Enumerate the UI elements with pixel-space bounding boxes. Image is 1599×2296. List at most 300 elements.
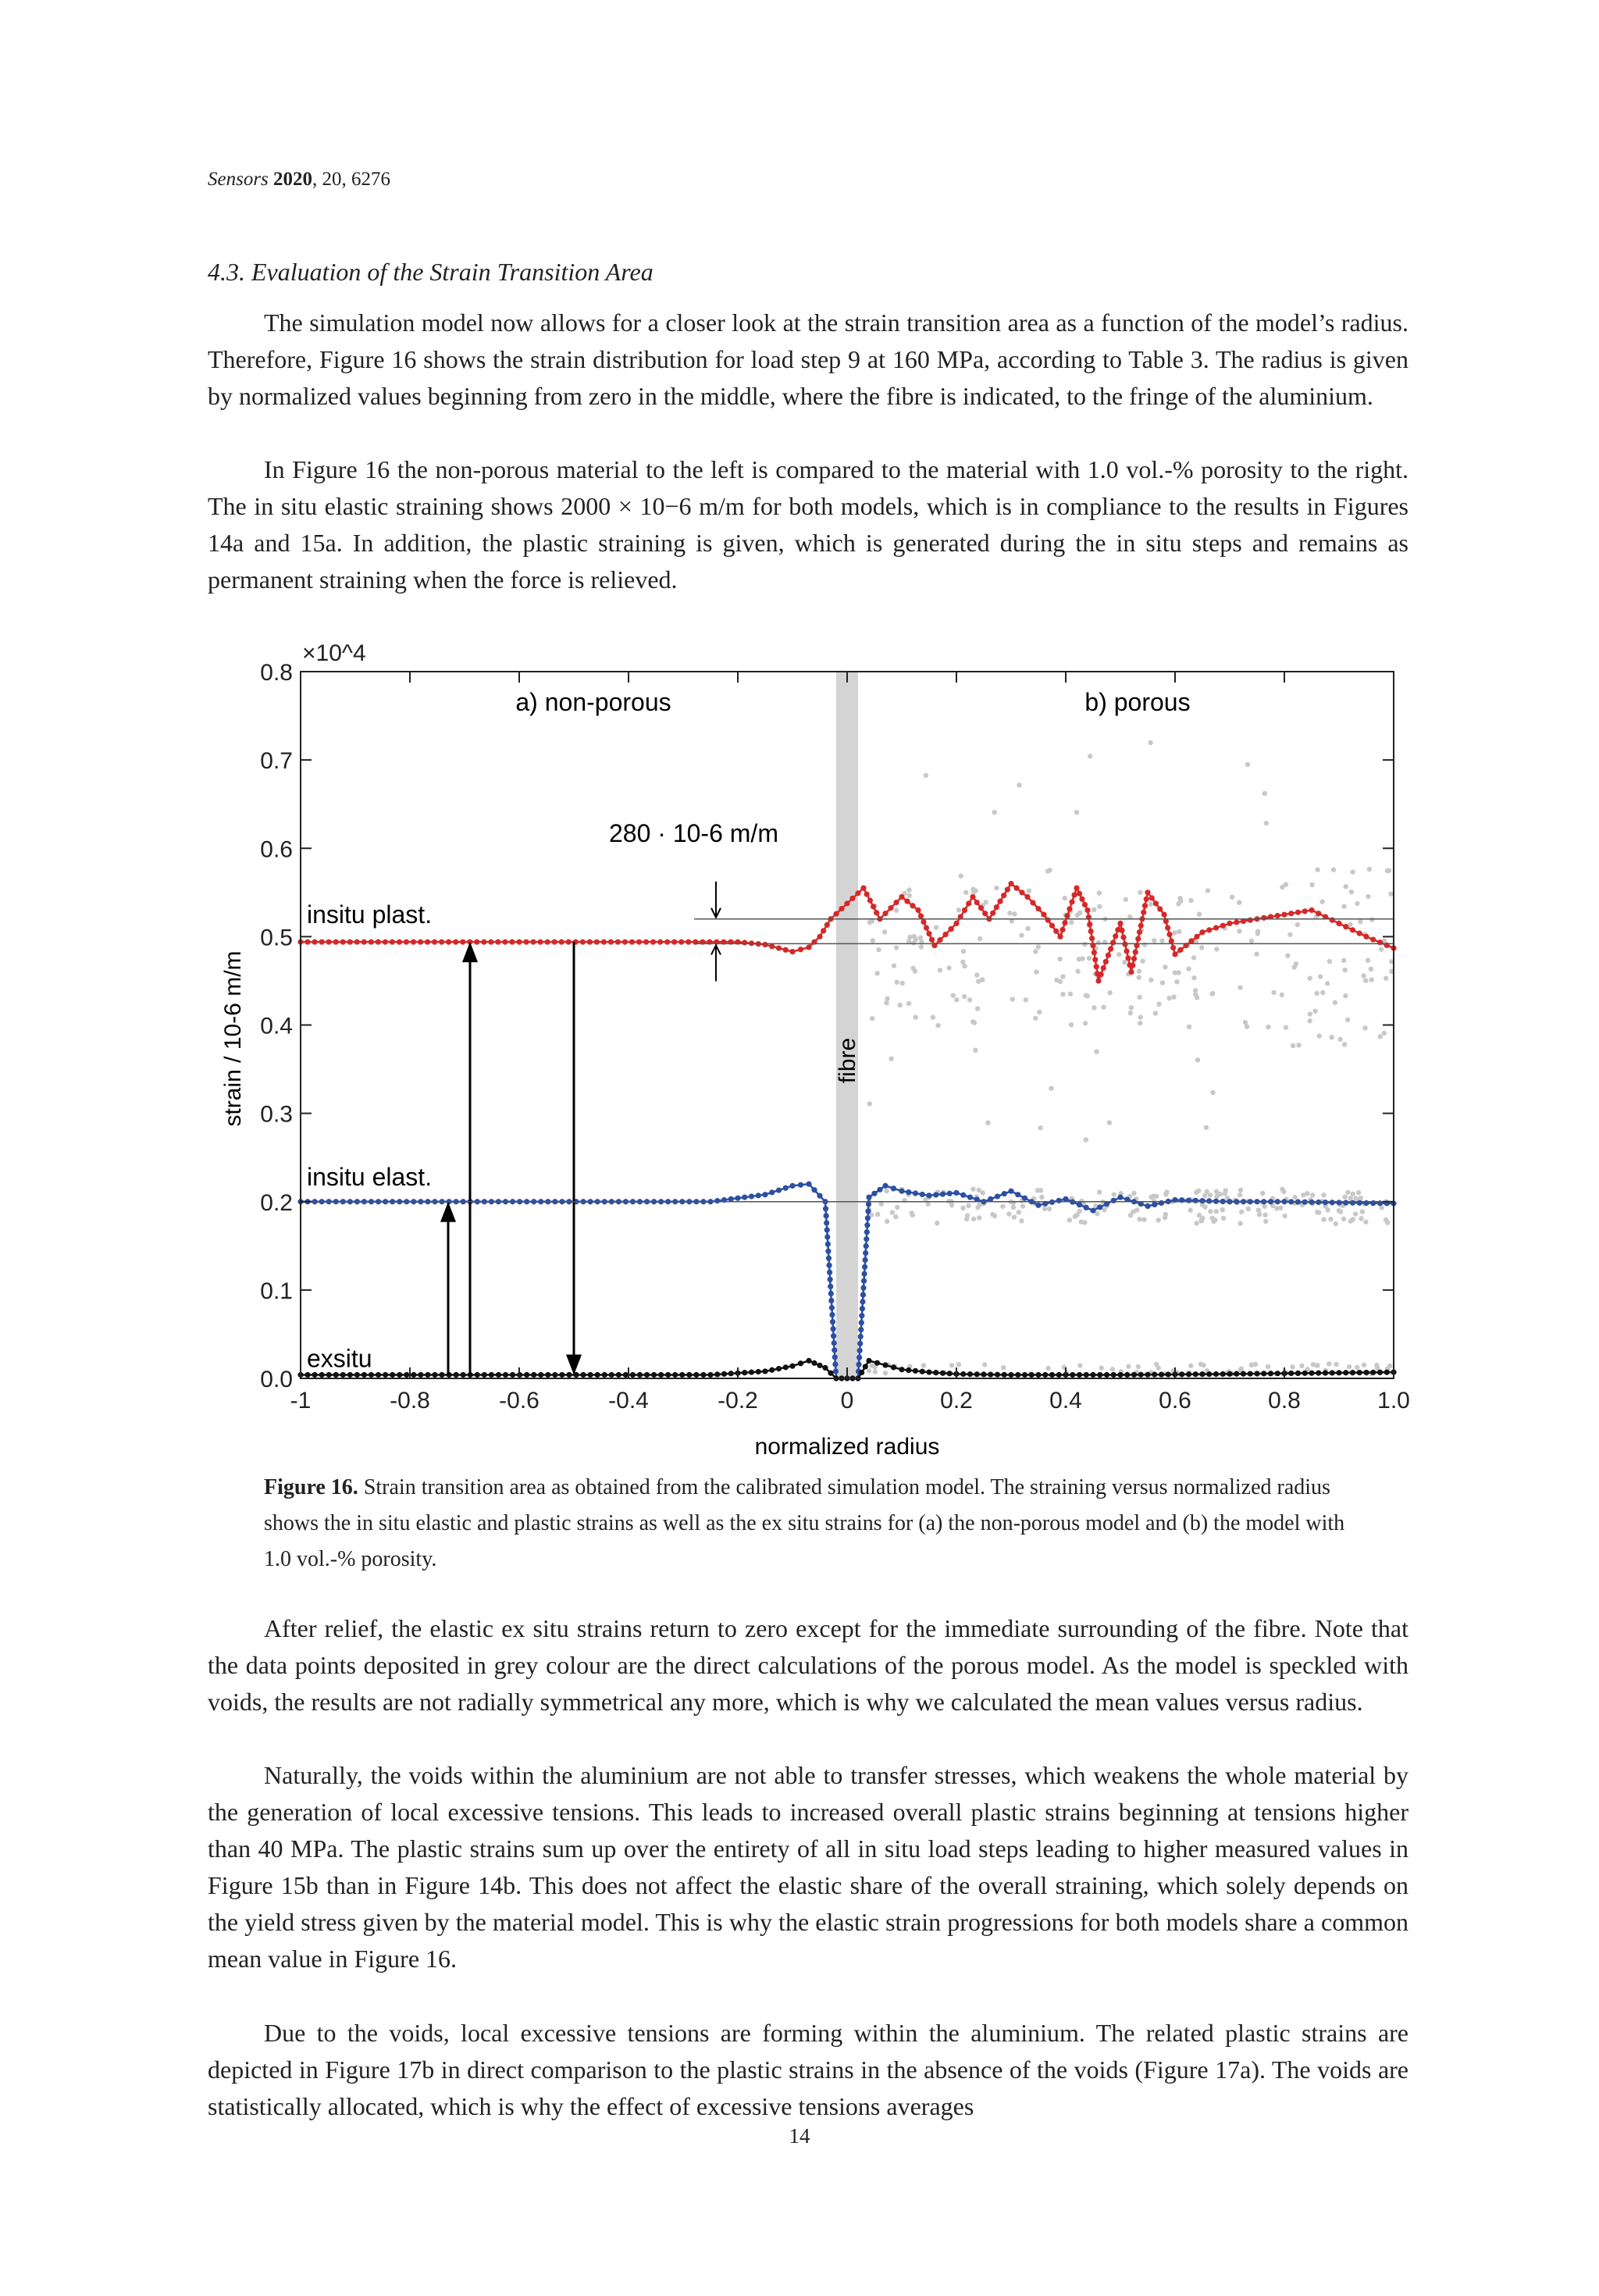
data-point: [967, 1194, 973, 1200]
grey-point: [1356, 1190, 1361, 1195]
data-point: [686, 939, 691, 945]
panel-label-a: a) non-porous: [515, 688, 671, 716]
grey-point: [1319, 899, 1324, 904]
grey-point: [1249, 939, 1254, 943]
data-point: [1295, 1371, 1301, 1376]
grey-point: [1088, 754, 1092, 758]
grey-point: [918, 936, 923, 940]
grey-point: [992, 810, 997, 815]
data-point: [1199, 1198, 1205, 1203]
data-point: [864, 1222, 870, 1228]
data-point: [489, 1372, 494, 1378]
grey-point: [1152, 938, 1156, 943]
grey-point: [1142, 942, 1147, 947]
data-point: [1002, 1191, 1007, 1196]
data-point: [874, 910, 879, 915]
data-point: [679, 1372, 685, 1378]
grey-point: [1163, 964, 1167, 969]
y-tick-label: 0.1: [260, 1278, 293, 1304]
data-point: [1084, 1372, 1089, 1378]
data-point: [411, 1372, 416, 1378]
data-point: [948, 926, 953, 932]
porous-raw-points: [867, 740, 1396, 1377]
grey-point: [1092, 1005, 1096, 1010]
grey-point: [885, 1219, 889, 1224]
data-point: [1194, 934, 1199, 939]
data-point: [947, 1191, 953, 1196]
grey-point: [1238, 1188, 1243, 1193]
grey-point: [1311, 1362, 1316, 1367]
grey-point: [1230, 895, 1234, 900]
grey-point: [1309, 882, 1314, 887]
data-point: [439, 939, 444, 945]
data-point: [1186, 1371, 1191, 1377]
data-point: [1144, 897, 1149, 902]
data-point: [474, 939, 479, 945]
grey-point: [1382, 1031, 1387, 1036]
x-tick-label: 0.2: [940, 1388, 973, 1414]
grey-point: [1154, 1362, 1159, 1367]
data-point: [933, 1192, 938, 1197]
data-point: [990, 911, 995, 916]
data-point: [1069, 899, 1074, 904]
data-point: [995, 1193, 1000, 1199]
grey-point: [1271, 990, 1276, 995]
data-point: [1295, 910, 1301, 915]
data-point: [326, 1372, 332, 1378]
grey-point: [1287, 932, 1292, 937]
data-point: [510, 1372, 515, 1378]
data-point: [860, 1299, 865, 1304]
grey-point: [1337, 1208, 1341, 1213]
data-point: [319, 1372, 325, 1378]
grey-point: [1082, 1220, 1087, 1225]
data-point: [859, 1320, 864, 1325]
grey-point: [980, 977, 985, 982]
grey-point: [1355, 1365, 1359, 1370]
data-point: [940, 1371, 946, 1376]
data-point: [859, 1370, 864, 1375]
grey-point: [1334, 1221, 1338, 1226]
grey-point: [1163, 1215, 1167, 1220]
grey-point: [931, 1014, 935, 1019]
grey-point: [1077, 957, 1081, 961]
data-point: [488, 939, 493, 945]
grey-point: [1359, 1216, 1363, 1221]
data-point: [1336, 1200, 1341, 1205]
grey-point: [869, 1363, 874, 1367]
data-point: [658, 1372, 664, 1378]
grey-point: [964, 1217, 969, 1221]
data-point: [1064, 913, 1070, 918]
data-point: [860, 1285, 866, 1290]
data-point: [762, 1368, 767, 1374]
data-point: [453, 939, 458, 945]
grey-point: [1341, 904, 1346, 908]
grey-point: [1315, 868, 1319, 872]
grey-point: [1321, 1193, 1326, 1197]
data-point: [1220, 923, 1226, 929]
data-point: [340, 1372, 346, 1378]
data-point: [1179, 1371, 1184, 1377]
data-point: [824, 1220, 829, 1225]
data-point: [863, 1250, 868, 1256]
data-point: [826, 1256, 832, 1261]
grey-point: [1366, 957, 1370, 962]
grey-point: [1312, 1008, 1317, 1013]
grey-point: [1141, 1217, 1146, 1221]
grey-point: [977, 1215, 981, 1220]
grey-point: [1188, 1208, 1192, 1213]
grey-point: [1266, 1025, 1270, 1029]
data-point: [397, 939, 402, 945]
grey-point: [1097, 1189, 1102, 1194]
data-point: [312, 1372, 318, 1378]
data-point: [1363, 1200, 1369, 1206]
data-point: [970, 894, 975, 900]
grey-point: [1073, 1214, 1077, 1218]
grey-point: [1374, 1363, 1379, 1367]
journal-year: 2020: [273, 169, 313, 190]
data-point: [376, 1372, 381, 1378]
data-point: [1170, 945, 1176, 950]
grey-point: [938, 968, 942, 972]
data-point: [1022, 1372, 1027, 1378]
grey-point: [949, 1363, 954, 1367]
data-point: [1130, 963, 1135, 968]
grey-point: [1000, 1204, 1005, 1209]
grey-point: [1246, 1207, 1251, 1211]
grey-point: [1017, 783, 1021, 787]
fibre-label: fibre: [835, 1037, 860, 1084]
data-point: [1227, 1371, 1232, 1377]
grey-point: [1188, 1364, 1193, 1368]
data-point: [830, 1326, 835, 1332]
data-point: [623, 1372, 629, 1378]
data-point: [821, 928, 826, 933]
data-point: [475, 1372, 480, 1378]
grey-point: [1237, 900, 1241, 904]
data-point: [1067, 906, 1072, 911]
grey-point: [1202, 1204, 1207, 1209]
data-point: [361, 939, 367, 945]
data-point: [1131, 956, 1137, 961]
data-point: [1206, 927, 1212, 932]
data-point: [1137, 929, 1142, 935]
data-point: [1330, 918, 1335, 923]
data-point: [1045, 918, 1051, 923]
section-title: 4.3. Evaluation of the Strain Transition Area: [208, 258, 653, 286]
data-point: [865, 1215, 871, 1221]
data-point: [926, 1193, 931, 1198]
data-point: [1357, 1370, 1362, 1375]
grey-point: [1174, 979, 1179, 984]
grey-point: [1074, 810, 1079, 815]
data-point: [856, 1362, 861, 1367]
grey-point: [1263, 1219, 1268, 1224]
grey-point: [1351, 1192, 1355, 1196]
journal-name: Sensors: [208, 169, 269, 190]
paragraph-3: After relief, the elastic ex situ strains return to zero except for the immediate surrounding of the fibre. Note that the data points deposited in grey colour are the direct calculations of the porous model. As the model is speckled with voids, the results are not radially symmetrical any more, which is why we calculated the mean values versus radius.: [208, 1614, 1408, 1716]
data-point: [942, 932, 948, 937]
data-point: [1159, 1200, 1164, 1206]
data-point: [1059, 927, 1065, 932]
data-point: [1152, 1372, 1157, 1378]
data-point: [1157, 906, 1163, 911]
data-point: [962, 907, 967, 913]
data-point: [678, 939, 684, 945]
grey-point: [973, 1047, 978, 1052]
grey-point: [1223, 1191, 1227, 1196]
grey-point: [973, 888, 978, 893]
grey-point: [1084, 1137, 1088, 1142]
data-point: [749, 1193, 754, 1199]
grey-point: [1194, 1221, 1198, 1225]
data-point: [1145, 1203, 1150, 1209]
data-point: [1013, 886, 1019, 891]
data-point: [830, 1319, 835, 1324]
grey-point: [1308, 975, 1312, 980]
data-point: [700, 1372, 706, 1378]
data-point: [1108, 946, 1113, 951]
data-point: [545, 939, 550, 945]
data-point: [1002, 1372, 1007, 1378]
data-point: [1166, 1371, 1171, 1377]
grey-point: [1096, 940, 1101, 945]
data-point: [1103, 959, 1109, 964]
data-point: [974, 1371, 980, 1377]
data-point: [920, 1192, 925, 1197]
data-point: [304, 1372, 310, 1378]
x-axis-label: normalized radius: [754, 1434, 940, 1460]
grey-point: [1320, 990, 1325, 995]
grey-point: [985, 1121, 990, 1125]
grey-point: [1266, 1364, 1270, 1369]
data-point: [1363, 1370, 1369, 1375]
grey-point: [1140, 958, 1145, 963]
grey-point: [960, 960, 965, 964]
grey-point: [1054, 978, 1059, 982]
data-point: [824, 1213, 829, 1218]
grey-point: [1137, 968, 1141, 973]
data-point: [460, 939, 465, 945]
data-point: [789, 1183, 795, 1189]
grey-point: [1363, 978, 1368, 982]
data-point: [856, 1355, 862, 1360]
data-point: [418, 939, 423, 945]
data-point: [806, 1358, 811, 1364]
data-point: [1106, 953, 1111, 958]
grey-point: [1138, 1014, 1143, 1019]
data-point: [1206, 1371, 1212, 1377]
data-point: [333, 1372, 339, 1378]
grey-point: [1138, 995, 1142, 1000]
data-point: [1135, 936, 1141, 942]
grey-point: [1097, 904, 1102, 909]
grey-point: [906, 887, 911, 892]
data-point: [929, 937, 935, 943]
data-point: [1142, 903, 1148, 908]
data-point: [552, 939, 557, 945]
data-point: [1128, 969, 1134, 975]
data-point: [439, 1372, 444, 1378]
data-point: [587, 939, 593, 945]
grey-point: [910, 1212, 915, 1217]
data-point: [1113, 933, 1118, 939]
strain-arrowhead: [566, 1354, 582, 1374]
data-point: [832, 1347, 837, 1353]
grey-point: [1069, 1022, 1074, 1027]
data-point: [714, 1371, 720, 1377]
data-point: [891, 1185, 896, 1191]
data-point: [978, 905, 984, 911]
grey-point: [1348, 1196, 1352, 1200]
data-point: [1288, 911, 1294, 916]
grey-point: [1193, 988, 1198, 993]
grey-point: [1367, 867, 1372, 872]
grey-point: [1159, 938, 1164, 943]
grey-point: [1295, 922, 1300, 927]
arrow-layer: [440, 882, 721, 1375]
grey-point: [1137, 1217, 1141, 1221]
data-point: [882, 1183, 888, 1189]
data-point: [817, 934, 822, 939]
data-point: [1199, 929, 1205, 935]
data-point: [742, 1194, 747, 1200]
data-point: [1159, 1371, 1164, 1377]
data-point: [1005, 886, 1010, 892]
grey-point: [1327, 959, 1332, 964]
grey-point: [1197, 912, 1202, 917]
data-point: [1133, 950, 1138, 955]
grey-point: [1148, 740, 1152, 745]
paragraph-4: Naturally, the voids within the aluminium are not able to transfer stresses, which weakens the whole material by the generation of local excessive tensions. This leads to increased overall plastic strains beginning at tensions higher than 40 MPa. The plastic strains sum up over the entirety of all in situ load steps leading to higher measured values in Figure 15b than in Figure 14b. This does not affect the elastic share of the overall straining, which solely depends on the yield stress given by the material model. This is why the elastic strain progressions for both models share a common mean value in Figure 16.: [208, 1761, 1408, 1973]
data-point: [735, 1196, 740, 1201]
data-point: [319, 939, 324, 945]
data-point: [326, 939, 332, 945]
data-point: [1199, 1371, 1205, 1377]
data-point: [1063, 1196, 1068, 1202]
grey-point: [1366, 894, 1370, 899]
grey-point: [946, 965, 951, 970]
grey-point: [1254, 951, 1259, 956]
data-point: [863, 1257, 868, 1263]
data-point: [1074, 886, 1079, 891]
data-point: [1082, 902, 1088, 907]
grey-point: [885, 996, 889, 1001]
grey-point: [1060, 974, 1065, 979]
grey-point: [1220, 1207, 1225, 1212]
data-point: [839, 906, 844, 911]
data-point: [776, 945, 782, 950]
data-point: [454, 1372, 459, 1378]
grey-point: [1126, 1364, 1131, 1369]
grey-point: [1327, 1361, 1331, 1366]
data-point: [806, 944, 811, 950]
data-point: [995, 1372, 1000, 1378]
data-point: [1343, 924, 1348, 929]
data-point: [1145, 1372, 1150, 1378]
data-point: [411, 939, 416, 945]
data-point: [432, 939, 437, 945]
grey-point: [1214, 1189, 1219, 1194]
grey-point: [1083, 1021, 1088, 1025]
page-number: 14: [789, 2124, 810, 2148]
data-point: [823, 1206, 828, 1211]
data-point: [1350, 927, 1355, 932]
grey-point: [1045, 1366, 1050, 1371]
data-point: [833, 911, 839, 917]
grey-point: [871, 938, 875, 943]
grey-point: [1176, 970, 1181, 975]
grey-point: [1042, 1207, 1047, 1211]
data-point: [1053, 929, 1059, 934]
data-point: [1343, 1370, 1348, 1375]
data-point: [1227, 921, 1232, 926]
data-point: [1363, 934, 1369, 939]
grey-point: [978, 936, 982, 941]
data-point: [1117, 1194, 1123, 1200]
grey-point: [1045, 868, 1050, 873]
grey-point: [1107, 990, 1112, 995]
grey-point: [990, 1212, 995, 1217]
grey-point: [894, 945, 899, 950]
grey-point: [1253, 1362, 1258, 1367]
data-point: [664, 939, 670, 945]
data-point: [981, 1371, 986, 1377]
grey-point: [1342, 1042, 1347, 1046]
grey-point: [1060, 992, 1065, 996]
grey-point: [1001, 1365, 1006, 1370]
grey-point: [1278, 1205, 1283, 1210]
data-point: [516, 939, 522, 945]
data-point: [1084, 1205, 1089, 1210]
grey-point: [889, 1056, 893, 1061]
data-point: [776, 1187, 782, 1193]
data-point: [1234, 1371, 1239, 1377]
grey-point: [874, 971, 879, 975]
y-tick-label: 0.5: [260, 925, 293, 951]
data-point: [1077, 1372, 1082, 1378]
data-point: [615, 939, 621, 945]
data-point: [866, 1194, 871, 1200]
grey-point: [1196, 1189, 1201, 1193]
grey-point: [1166, 996, 1171, 1000]
data-point: [425, 939, 430, 945]
grey-point: [1077, 1209, 1082, 1214]
grey-point: [1128, 1213, 1133, 1218]
grey-point: [1321, 1217, 1326, 1221]
grey-point: [1160, 980, 1165, 985]
grey-point: [1362, 1025, 1367, 1030]
data-point: [874, 1360, 880, 1366]
grey-point: [1069, 920, 1074, 925]
data-point: [960, 1371, 966, 1377]
data-point: [769, 943, 775, 949]
data-point: [728, 1371, 734, 1376]
data-point: [924, 925, 929, 930]
grey-point: [1178, 899, 1183, 904]
data-point: [1330, 1200, 1335, 1205]
data-point: [1316, 1371, 1321, 1376]
grey-point: [884, 1000, 889, 1005]
data-point: [1008, 1372, 1013, 1378]
grey-point: [1245, 762, 1250, 767]
grey-point: [1011, 1205, 1016, 1210]
data-point: [1141, 910, 1146, 915]
data-point: [1288, 1371, 1294, 1376]
data-point: [347, 939, 353, 945]
